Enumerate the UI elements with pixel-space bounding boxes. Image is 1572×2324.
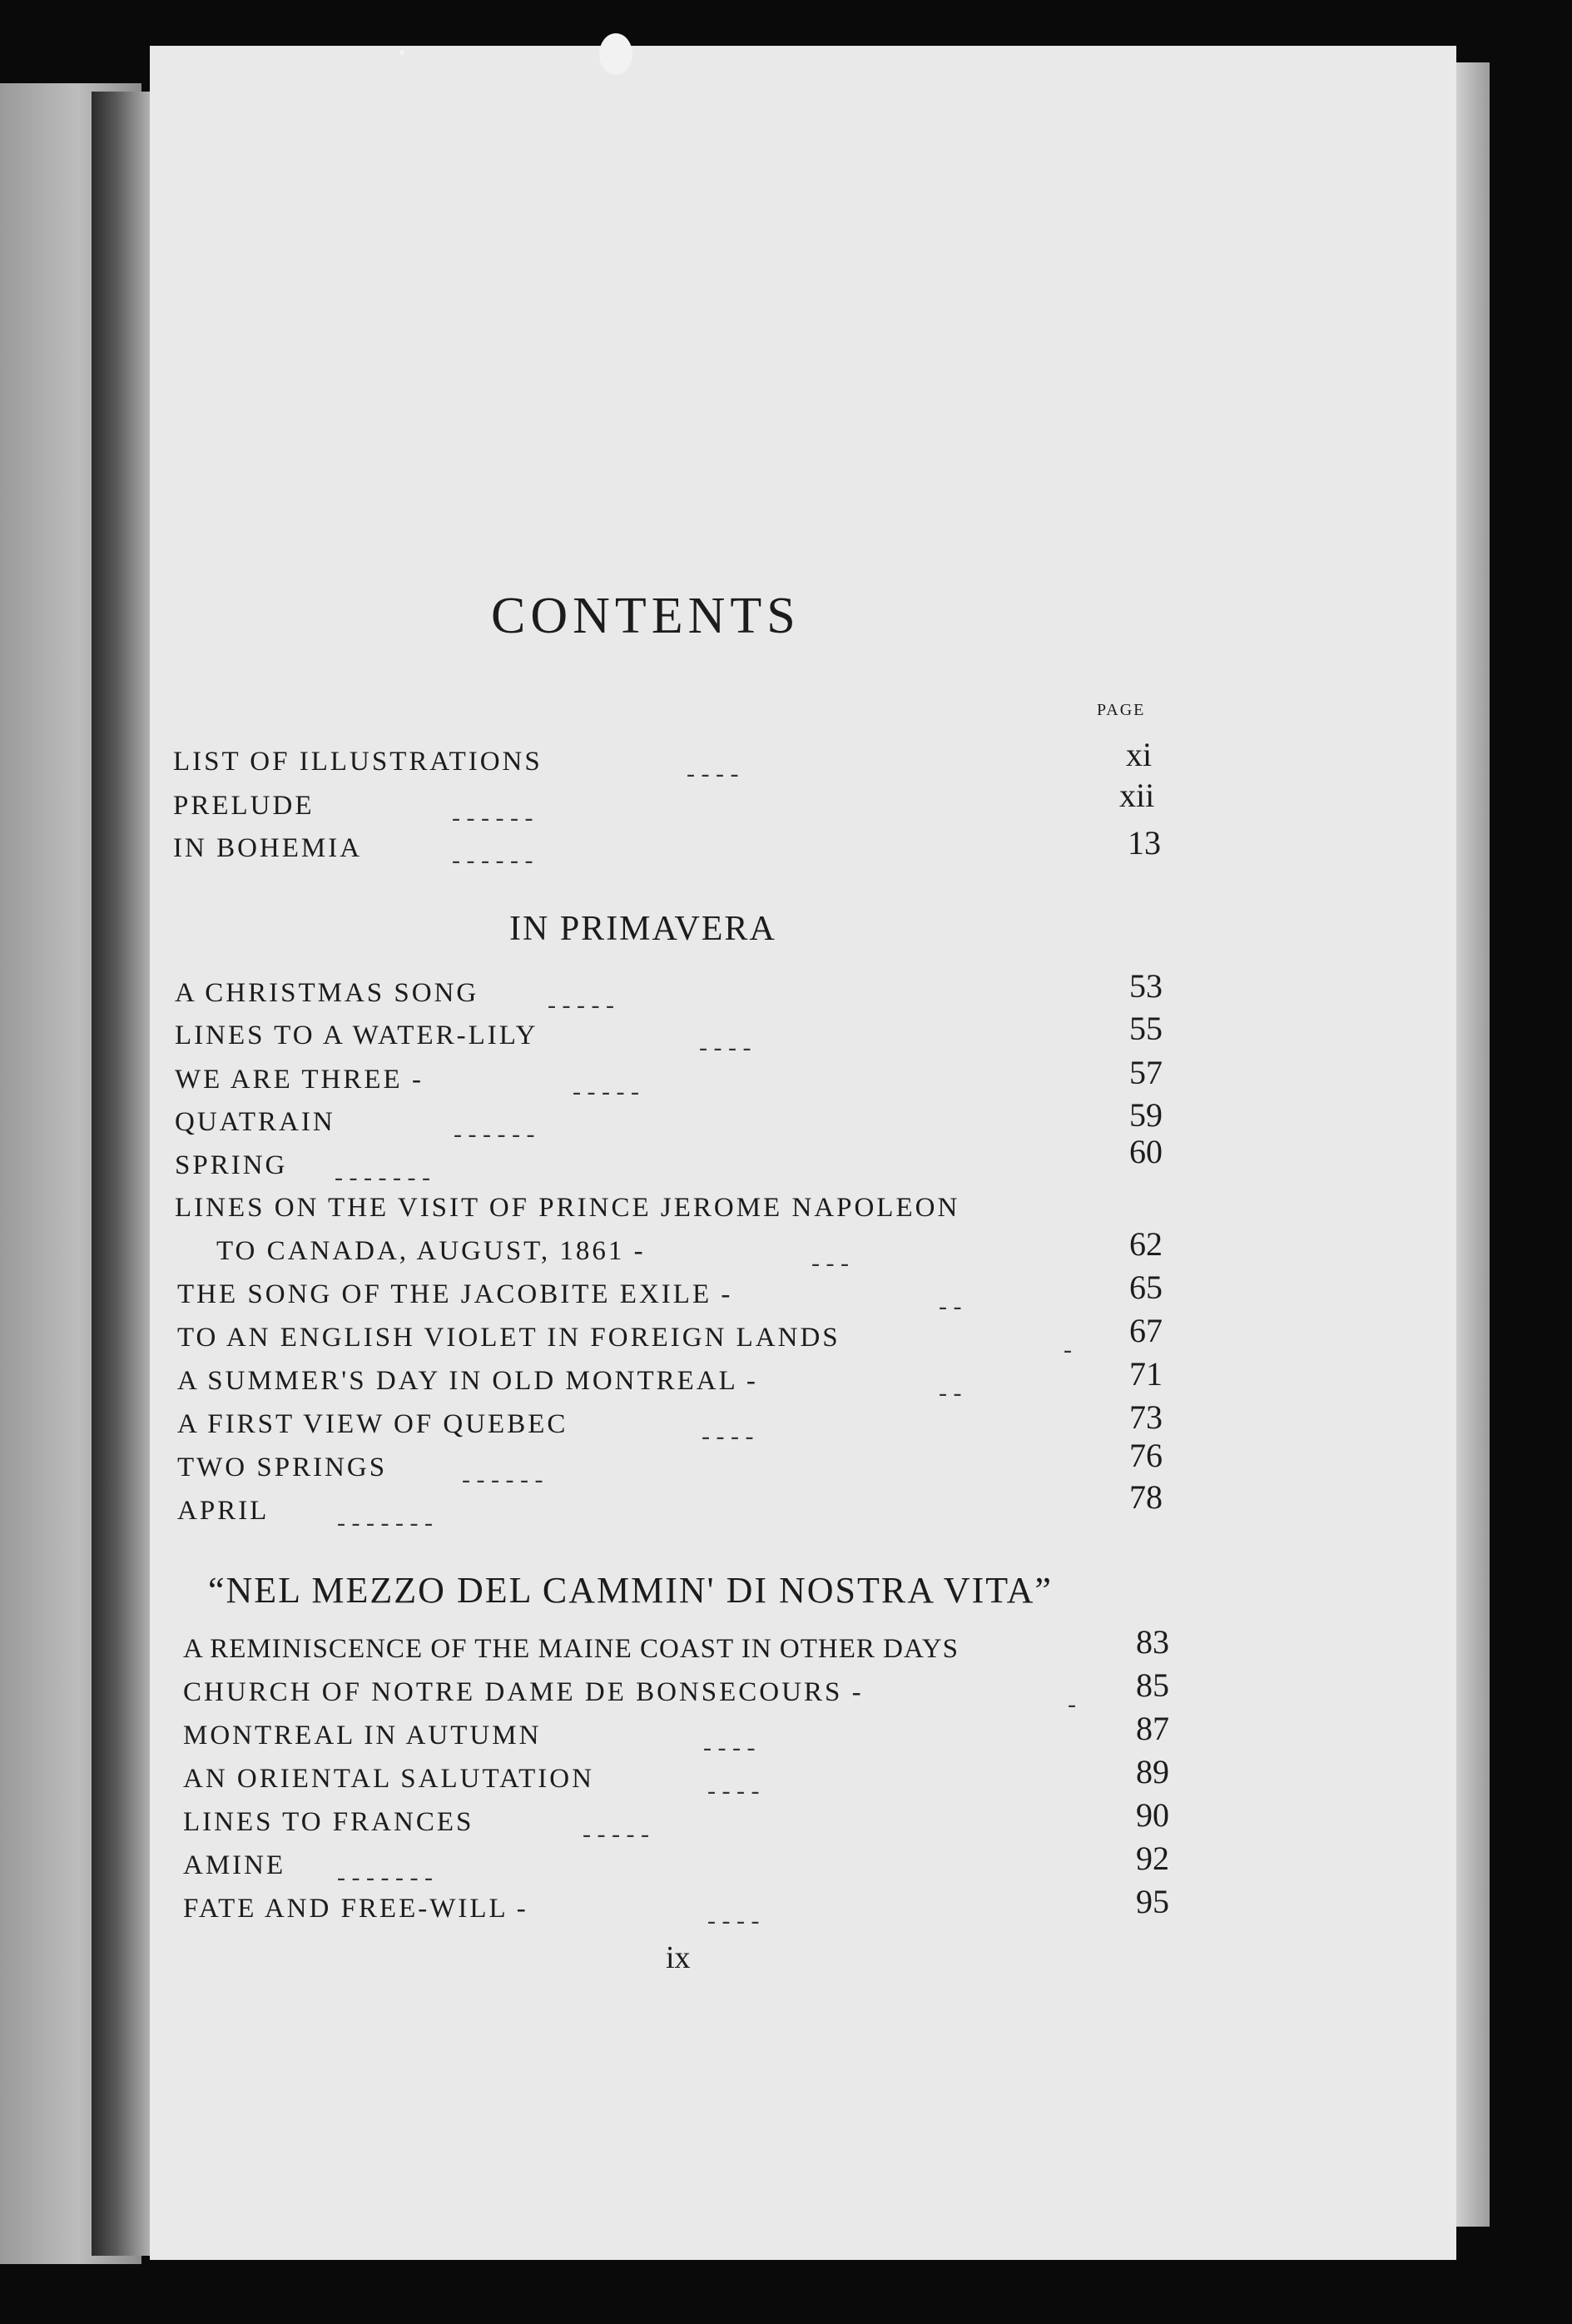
toc-entry xyxy=(175,1054,1163,1106)
toc-entry-page: 62 xyxy=(1129,1225,1163,1263)
toc-entry-title: A FIRST VIEW OF QUEBEC xyxy=(177,1409,568,1439)
toc-entry xyxy=(183,1883,1169,1935)
toc-entry-page: 73 xyxy=(1129,1398,1163,1436)
toc-entry-title: IN BOHEMIA xyxy=(173,833,363,863)
toc-entry-page: 13 xyxy=(1128,824,1161,862)
leader-dashes: - - - - xyxy=(703,1734,756,1761)
toc-entry-page: 85 xyxy=(1136,1666,1169,1704)
toc-entry-page: 55 xyxy=(1129,1010,1163,1047)
toc-entry xyxy=(183,1623,1169,1676)
toc-entry xyxy=(175,1010,1163,1062)
toc-entry-title: THE SONG OF THE JACOBITE EXILE - xyxy=(177,1279,733,1309)
toc-entry-title: A REMINISCENCE OF THE MAINE COAST IN OTHER DAYS xyxy=(183,1634,959,1664)
section-heading: “NEL MEZZO DEL CAMMIN' DI NOSTRA VITA” xyxy=(208,1570,1053,1611)
toc-entry xyxy=(177,1269,1163,1321)
leader-dashes: - - - - xyxy=(702,1423,754,1450)
toc-entry-title: LIST OF ILLUSTRATIONS xyxy=(173,747,543,777)
leader-dashes: - - - - - xyxy=(583,1820,649,1848)
toc-entry-page: 83 xyxy=(1136,1623,1169,1661)
toc-entry-title: LINES TO A WATER-LILY xyxy=(175,1020,538,1050)
toc-entry-title: PRELUDE xyxy=(173,791,315,821)
leader-dashes: - - xyxy=(939,1379,962,1407)
leader-dashes: - - - - - - - xyxy=(337,1864,433,1891)
page-title: CONTENTS xyxy=(491,588,801,644)
toc-entry-title: AN ORIENTAL SALUTATION xyxy=(183,1764,594,1794)
toc-entry-page: 59 xyxy=(1129,1096,1163,1134)
leader-dashes: - - - - - - xyxy=(452,847,533,874)
toc-entry-page: 92 xyxy=(1136,1840,1169,1877)
toc-entry xyxy=(175,967,1163,1020)
toc-entry-page: xi xyxy=(1126,736,1153,773)
toc-entry-title: TO CANADA, AUGUST, 1861 - xyxy=(216,1236,646,1266)
leader-dashes: - - - - - - xyxy=(452,804,533,832)
toc-entry-title: QUATRAIN xyxy=(175,1107,335,1137)
leader-dashes: - - - - - - - xyxy=(335,1164,430,1191)
toc-entry-page: 71 xyxy=(1129,1355,1163,1393)
dust-speck xyxy=(599,33,632,75)
toc-entry xyxy=(175,1133,1163,1192)
leader-dashes: - - - - xyxy=(707,1907,760,1934)
leader-dashes: - - - - - - xyxy=(454,1120,535,1148)
toc-entry-page: 89 xyxy=(1136,1753,1169,1790)
toc-entry xyxy=(183,1666,1169,1719)
toc-entry-title: SPRING xyxy=(175,1150,288,1180)
toc-entry-page: 60 xyxy=(1129,1133,1163,1170)
toc-entry-title: MONTREAL IN AUTUMN xyxy=(183,1721,542,1750)
toc-entry-page: xii xyxy=(1119,777,1155,814)
toc-entry-page: 95 xyxy=(1136,1883,1169,1920)
toc-entry xyxy=(175,1096,1163,1149)
toc-entry-title: TO AN ENGLISH VIOLET IN FOREIGN LANDS xyxy=(177,1323,841,1353)
toc-entry-title: APRIL xyxy=(177,1496,270,1526)
toc-entry-page: 87 xyxy=(1136,1710,1169,1747)
dust-speck xyxy=(399,50,404,55)
toc-entry-page: 78 xyxy=(1129,1478,1163,1516)
toc-entry xyxy=(175,1193,960,1234)
toc-entry-page: 90 xyxy=(1136,1796,1169,1834)
toc-entry xyxy=(183,1840,1169,1892)
toc-entry-title: LINES TO FRANCES xyxy=(183,1807,474,1837)
toc-entry xyxy=(177,1355,1163,1408)
toc-entry-page: 67 xyxy=(1129,1312,1163,1349)
toc-entry-page: 57 xyxy=(1129,1054,1163,1091)
leader-dashes: - xyxy=(1064,1336,1072,1363)
toc-entry xyxy=(173,824,1161,875)
leader-dashes: - - - - - - xyxy=(462,1466,543,1493)
toc-entry-page: 53 xyxy=(1129,967,1163,1005)
page-edge xyxy=(1456,62,1490,2227)
leader-dashes: - - - - - xyxy=(548,991,614,1019)
toc-entry-title: FATE AND FREE-WILL - xyxy=(183,1894,528,1924)
page-number: ix xyxy=(666,1940,691,1975)
leader-dashes: - - - - - xyxy=(573,1078,639,1105)
toc-entry xyxy=(177,1478,1163,1537)
toc-entry-title: LINES ON THE VISIT OF PRINCE JEROME NAPOLEON xyxy=(175,1193,960,1223)
toc-entry-title: A CHRISTMAS SONG xyxy=(175,978,479,1008)
toc-entry xyxy=(173,777,1155,832)
toc-entry-title: CHURCH OF NOTRE DAME DE BONSECOURS - xyxy=(183,1677,864,1707)
toc-entry xyxy=(183,1710,1169,1762)
leader-dashes: - xyxy=(1068,1691,1076,1718)
toc-entry xyxy=(177,1312,1163,1364)
page-column-label: PAGE xyxy=(1097,701,1146,719)
toc-entry xyxy=(183,1753,1169,1805)
leader-dashes: - - - - - - - xyxy=(337,1509,433,1537)
toc-entry-title: TWO SPRINGS xyxy=(177,1452,388,1482)
toc-entry-title: A SUMMER'S DAY IN OLD MONTREAL - xyxy=(177,1366,758,1396)
leader-dashes: - - - xyxy=(811,1249,849,1277)
book-gutter xyxy=(92,92,154,2256)
toc-entry-title: AMINE xyxy=(183,1850,286,1880)
leader-dashes: - - - - xyxy=(699,1034,751,1061)
toc-entry-page: 76 xyxy=(1129,1437,1163,1474)
section-heading: IN PRIMAVERA xyxy=(509,910,776,948)
leader-dashes: - - - - xyxy=(687,760,739,787)
toc-entry-title: WE ARE THREE - xyxy=(175,1065,424,1095)
toc-entry xyxy=(173,736,1153,788)
toc-entry-page: 65 xyxy=(1129,1269,1163,1306)
leader-dashes: - - - - xyxy=(707,1777,760,1805)
toc-entry xyxy=(183,1796,1169,1849)
toc-entry xyxy=(175,1225,1163,1278)
toc-entry xyxy=(177,1437,1163,1494)
leader-dashes: - - xyxy=(939,1293,962,1320)
toc-entry xyxy=(177,1398,1163,1451)
